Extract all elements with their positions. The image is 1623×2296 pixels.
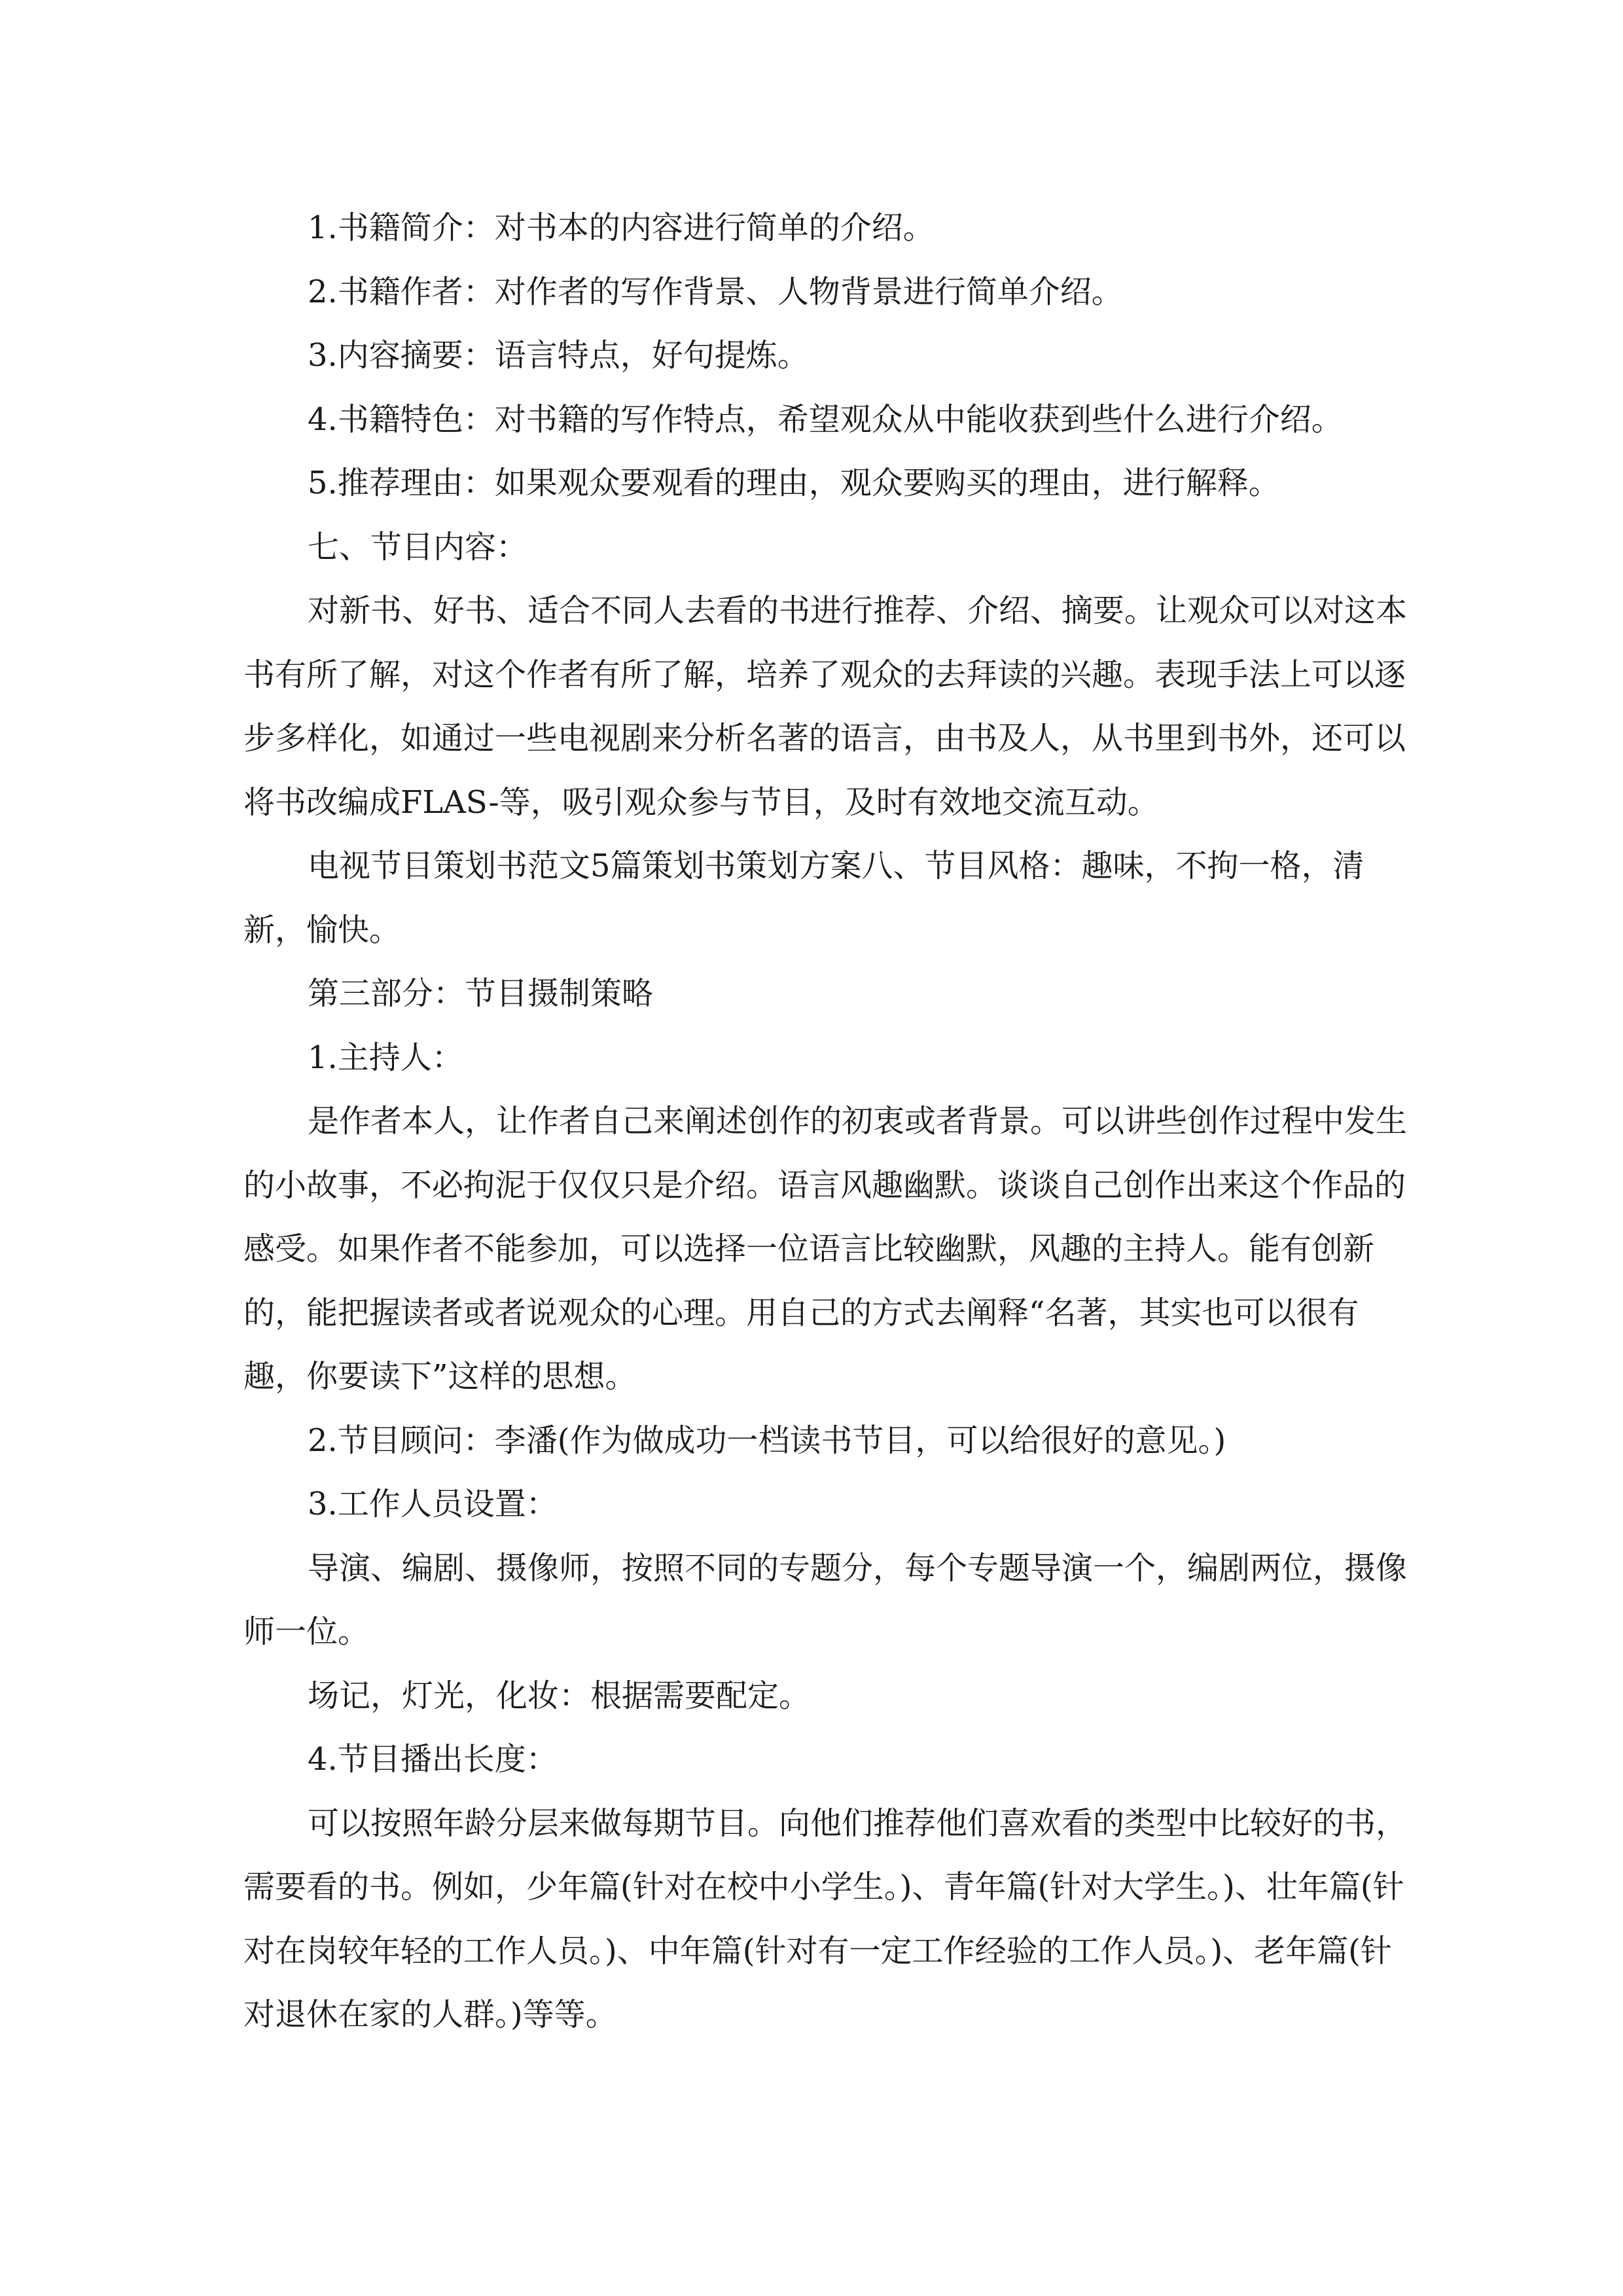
paragraph-staff-setup: 导演、编剧、摄像师，按照不同的专题分，每个专题导演一个，编剧两位，摄像师一位。 [243,1549,1408,1650]
paragraph-recommend-reason: 5.推荐理由：如果观众要观看的理由，观众要购买的理由，进行解释。 [308,465,1280,501]
paragraph-program-advisor: 2.节目顾问：李潘(作为做成功一档读书节目，可以给很好的意见。) [308,1422,1226,1459]
section-heading-program-content: 七、节目内容： [308,528,528,565]
paragraph-program-style: 电视节目策划书范文5篇策划书策划方案八、节目风格：趣味，不拘一格，清新，愉快。 [243,848,1364,948]
subheading-host: 1.主持人： [308,1039,463,1076]
paragraph-book-features: 4.书籍特色：对书籍的写作特点，希望观众从中能收获到些什么进行介绍。 [308,401,1343,438]
paragraph-support-staff: 场记，灯光，化妆：根据需要配定。 [308,1677,811,1714]
document-body [243,196,1415,2047]
paragraph-book-intro: 1.书籍简介：对书本的内容进行简单的介绍。 [308,209,935,246]
paragraph-broadcast-length: 可以按照年龄分层来做每期节目。向他们推荐他们喜欢看的类型中比较好的书，需要看的书。例如，少年篇(针对在校中小学生。)、青年篇(针对大学生。)、壮年篇(针对在岗较年轻的工作人员。)、中年篇(针对有一定工作经验的工作人员。)、老年篇(针对退休在家的人群。)等等。 [243,1804,1408,2033]
subheading-broadcast-length: 4.节目播出长度： [308,1741,558,1778]
paragraph-program-content: 对新书、好书、适合不同人去看的书进行推荐、介绍、摘要。让观众可以对这本书有所了解，对这个作者有所了解，培养了观众的去拜读的兴趣。表现手法上可以逐步多样化，如通过一些电视剧来分析名著的语言，由书及人，从书里到书外，还可以将书改编成FLAS-等，吸引观众参与节目，及时有效地交流互动。 [243,592,1408,821]
subheading-staff-setup: 3.工作人员设置： [308,1486,558,1522]
paragraph-host: 是作者本人，让作者自己来阐述创作的初衷或者背景。可以讲些创作过程中发生的小故事，不必拘泥于仅仅只是介绍。语言风趣幽默。谈谈自己创作出来这个作品的感受。如果作者不能参加，可以选择一位语言比较幽默，风趣的主持人。能有创新的，能把握读者或者说观众的心理。用自己的方式去阐释“名著，其实也可以很有趣，你要读下”这样的思想。 [243,1103,1408,1395]
paragraph-content-summary: 3.内容摘要：语言特点，好句提炼。 [308,337,809,374]
paragraph-book-author: 2.书籍作者：对作者的写作背景、人物背景进行简单介绍。 [308,273,1123,310]
section-heading-part-three: 第三部分：节目摄制策略 [308,975,654,1012]
